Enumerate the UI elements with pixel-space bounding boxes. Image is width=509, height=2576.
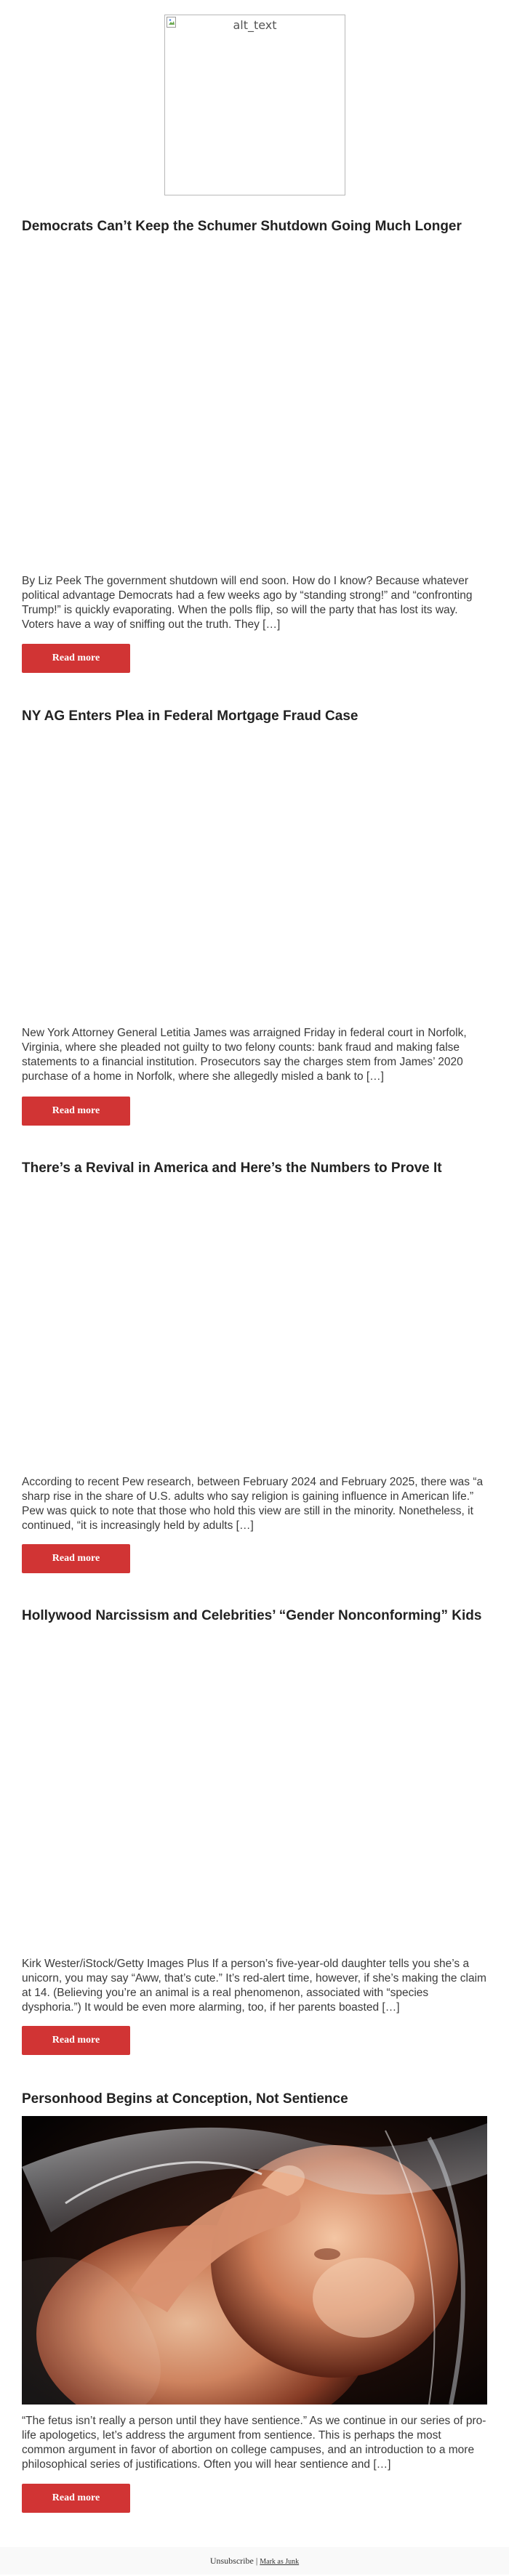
unsubscribe-text[interactable]: Unsubscribe [209, 2556, 254, 2566]
read-more-button[interactable]: Read more [22, 1544, 130, 1573]
article-title[interactable]: There’s a Revival in America and Here’s the Numbers to Prove It [22, 1160, 442, 1176]
article-1 [22, 218, 487, 235]
read-more-button[interactable]: Read more [22, 1097, 130, 1126]
article-2 [22, 708, 487, 725]
article-title[interactable]: Democrats Can’t Keep the Schumer Shutdown Going Much Longer [22, 219, 462, 234]
email-footer [0, 2547, 509, 2575]
read-more-button[interactable]: Read more [22, 2026, 130, 2055]
article-5-actions [22, 2484, 487, 2513]
article-3-body [22, 1475, 487, 1533]
article-excerpt: “The fetus isn’t really a person until they have sentience.” As we continue in our series of pro-life apologetics, let’s address the argument from sentience. This is perhaps the most common argument in favor of abortion on college campuses, and an introduction to a more philosophical series of justifications. Often you will hear sentience and […] [22, 2415, 486, 2471]
header-logo[interactable] [164, 15, 345, 195]
article-2-body [22, 1026, 487, 1084]
article-5 [22, 2091, 487, 2108]
read-more-button[interactable]: Read more [22, 644, 130, 673]
article-title[interactable]: Personhood Begins at Conception, Not Sentience [22, 2091, 348, 2107]
article-4-actions [22, 2026, 487, 2055]
article-1-body [22, 574, 487, 632]
article-3-actions [22, 1544, 487, 1573]
article-5-body [22, 2414, 487, 2472]
article-4-body [22, 1957, 487, 2015]
mark-as-junk-link[interactable]: Mark as Junk [260, 2558, 300, 2566]
article-excerpt: Kirk Wester/iStock/Getty Images Plus If a person’s five-year-old daughter tells you she’s a unicorn, you may say “Aww, that’s cute.” It’s red-alert time, however, if she’s making the claim at 14. (Believing you’re an animal is a real phenomenon, associated with “species dysphoria.”) It would be even more alarming, too, if her parents boasted […] [22, 1958, 486, 2014]
footer-separator: | [255, 2556, 258, 2566]
article-title[interactable]: Hollywood Narcissism and Celebrities’ “Gender Nonconforming” Kids [22, 1608, 482, 1623]
logo-alt-text: alt_text [233, 18, 277, 32]
article-2-actions [22, 1097, 487, 1126]
article-image[interactable] [22, 2116, 487, 2405]
article-excerpt: According to recent Pew research, between February 2024 and February 2025, there was “a sharp rise in the share of U.S. adults who say religion is gaining influence in American life.” Pew was quick to note that those who hold this view are still in the minority. Nonetheless, it continued, “it is increasingly held by adults […] [22, 1476, 484, 1532]
read-more-button[interactable]: Read more [22, 2484, 130, 2513]
article-4 [22, 1607, 487, 1625]
article-1-actions [22, 644, 487, 673]
article-excerpt: New York Attorney General Letitia James was arraigned Friday in federal court in Norfolk, Virginia, where she pleaded not guilty to two felony counts: bank fraud and making false statements to a financial institution. Prosecutors say the charges stem from James’ 2020 purchase of a home in Norfolk, where she allegedly misled a bank to […] [22, 1027, 467, 1083]
article-excerpt: By Liz Peek The government shutdown will end soon. How do I know? Because whatever political advantage Democrats had a few weeks ago by “standing strong!” and “confronting Trump!” is quickly evaporating. When the polls flip, so will the party that has lost its way. Voters have a way of sniffing out the truth. They […] [22, 575, 473, 631]
article-3 [22, 1160, 487, 1177]
article-title[interactable]: NY AG Enters Plea in Federal Mortgage Fraud Case [22, 708, 358, 724]
fetus-image-illustration [22, 2116, 487, 2405]
